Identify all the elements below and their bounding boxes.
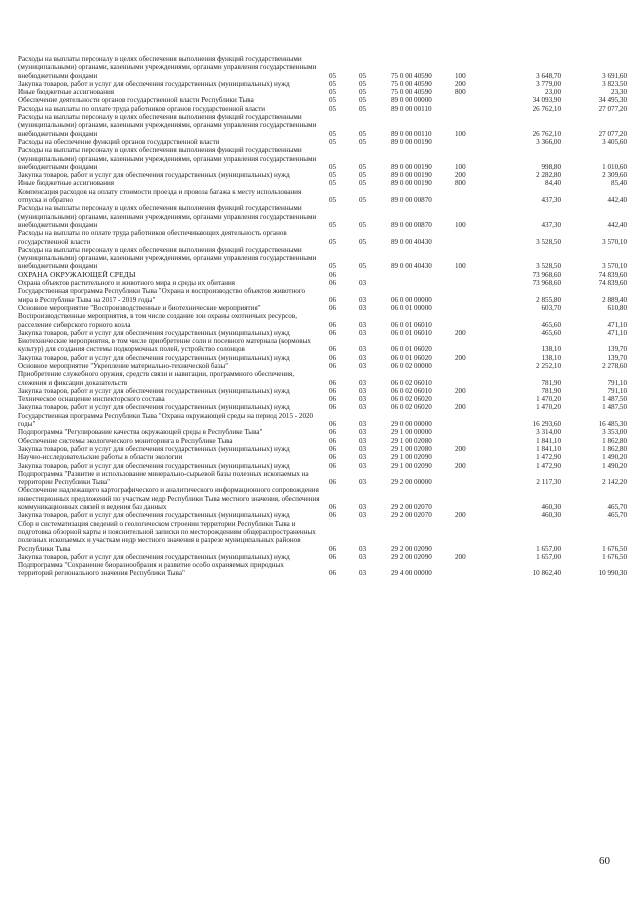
row-expense-type: 200 bbox=[455, 444, 466, 453]
row-expense-type: 200 bbox=[455, 403, 466, 412]
row-target-article: 06 0 01 06010 bbox=[391, 328, 432, 337]
table-row bbox=[18, 304, 630, 312]
table-row bbox=[18, 271, 630, 279]
row-podrazdel: 03 bbox=[359, 279, 367, 288]
page-number: 60 bbox=[599, 855, 610, 867]
row-target-article: 06 0 01 06010 bbox=[391, 320, 432, 329]
table-row bbox=[18, 486, 630, 511]
row-target-article: 89 0 00 00000 bbox=[391, 96, 432, 105]
row-amount-year1: 460,30 bbox=[541, 503, 561, 512]
row-razdel: 06 bbox=[329, 436, 337, 445]
row-description: Научно-исследовательские работы в области экологии bbox=[18, 453, 183, 462]
row-razdel: 06 bbox=[329, 428, 337, 437]
row-razdel: 06 bbox=[329, 503, 337, 512]
row-amount-year2: 465,70 bbox=[607, 511, 627, 520]
table-row bbox=[18, 337, 630, 354]
table-row bbox=[18, 279, 630, 287]
row-podrazdel: 05 bbox=[359, 220, 367, 229]
row-amount-year2: 139,70 bbox=[607, 345, 627, 354]
row-amount-year1: 1 657,00 bbox=[536, 552, 561, 561]
row-podrazdel: 03 bbox=[359, 436, 367, 445]
row-razdel: 06 bbox=[329, 295, 337, 304]
row-amount-year2: 10 990,30 bbox=[598, 569, 627, 578]
row-amount-year2: 3 691,60 bbox=[602, 71, 627, 80]
row-description: Закупка товаров, работ и услуг для обеспечения государственных (муниципальных) нужд bbox=[18, 79, 290, 88]
row-description: Охрана объектов растительного и животного мира и среды их обитания bbox=[18, 279, 236, 288]
row-podrazdel: 03 bbox=[359, 320, 367, 329]
row-target-article: 89 0 00 00190 bbox=[391, 162, 432, 171]
row-expense-type: 200 bbox=[455, 386, 466, 395]
row-podrazdel: 03 bbox=[359, 428, 367, 437]
row-amount-year2: 1 862,80 bbox=[602, 436, 627, 445]
row-amount-year1: 3 648,70 bbox=[536, 71, 561, 80]
row-amount-year2: 1 487,50 bbox=[602, 395, 627, 404]
row-description: Закупка товаров, работ и услуг для обеспечения государственных (муниципальных) нужд bbox=[18, 403, 290, 412]
row-podrazdel: 05 bbox=[359, 171, 367, 180]
row-target-article: 06 0 02 00000 bbox=[391, 361, 432, 370]
table-row bbox=[18, 395, 630, 403]
row-expense-type: 200 bbox=[455, 461, 466, 470]
row-expense-type: 800 bbox=[455, 179, 466, 188]
row-expense-type: 200 bbox=[455, 171, 466, 180]
row-amount-year2: 3 823,50 bbox=[602, 79, 627, 88]
table-row bbox=[18, 329, 630, 337]
table-row bbox=[18, 354, 630, 362]
row-podrazdel: 03 bbox=[359, 511, 367, 520]
table-row bbox=[18, 453, 630, 461]
row-podrazdel: 05 bbox=[359, 96, 367, 105]
row-target-article: 75 0 00 40590 bbox=[391, 88, 432, 97]
row-description: Подпрограмма "Сохранение биоразнообразия и развитие особо охраняемых природных территорий регионального значения Республики Тыва" bbox=[18, 561, 284, 578]
table-row bbox=[18, 96, 630, 104]
row-amount-year1: 1 472,90 bbox=[536, 453, 561, 462]
row-amount-year1: 465,60 bbox=[541, 320, 561, 329]
row-razdel: 05 bbox=[329, 137, 337, 146]
row-razdel: 05 bbox=[329, 88, 337, 97]
row-amount-year2: 2 889,40 bbox=[602, 295, 627, 304]
row-amount-year1: 1 472,90 bbox=[536, 461, 561, 470]
row-description: Иные бюджетные ассигнования bbox=[18, 88, 115, 97]
table-row bbox=[18, 138, 630, 146]
row-podrazdel: 03 bbox=[359, 444, 367, 453]
row-razdel: 06 bbox=[329, 345, 337, 354]
row-amount-year2: 1 010,60 bbox=[602, 162, 627, 171]
row-expense-type: 200 bbox=[455, 552, 466, 561]
row-description: Подпрограмма "Развитие и использование минерально-сырьевой базы полезных ископаемых на территории Республики Тыва" bbox=[18, 469, 309, 487]
row-description: Расходы на выплаты персоналу в целях обеспечения выполнения функций государственными (муниципальными) органами, казенными учреждениями, органами управления государственными внебюджетными фондами bbox=[18, 204, 317, 229]
row-podrazdel: 03 bbox=[359, 544, 367, 553]
row-razdel: 05 bbox=[329, 262, 337, 271]
row-description: Закупка товаров, работ и услуг для обеспечения государственных (муниципальных) нужд bbox=[18, 552, 290, 561]
row-razdel: 06 bbox=[329, 569, 337, 578]
row-podrazdel: 05 bbox=[359, 71, 367, 80]
row-amount-year2: 74 839,60 bbox=[598, 279, 627, 288]
row-amount-year2: 2 142,20 bbox=[602, 478, 627, 487]
row-description: ОХРАНА ОКРУЖАЮЩЕЙ СРЕДЫ bbox=[18, 269, 136, 279]
row-amount-year1: 16 293,60 bbox=[532, 420, 561, 429]
row-description: Основное мероприятие "Укрепление материально-технической базы" bbox=[18, 361, 229, 370]
row-amount-year2: 85,40 bbox=[611, 179, 627, 188]
row-expense-type: 200 bbox=[455, 353, 466, 362]
row-target-article: 06 0 02 06020 bbox=[391, 395, 432, 404]
row-target-article: 89 0 00 40430 bbox=[391, 237, 432, 246]
row-description: Закупка товаров, работ и услуг для обеспечения государственных (муниципальных) нужд bbox=[18, 461, 290, 470]
row-description: Биотехнические мероприятия, в том числе приобретение соли и посевного материала (кормовых культур) для создания системы подкормочных полей, устройство солонцов bbox=[18, 337, 311, 354]
table-row bbox=[18, 412, 630, 429]
row-target-article: 29 2 00 02090 bbox=[391, 552, 432, 561]
row-razdel: 06 bbox=[329, 378, 337, 387]
row-description: Расходы на выплаты по оплате труда работников обеспечивающих деятельность органов государственной власти bbox=[18, 229, 287, 246]
row-amount-year2: 791,10 bbox=[607, 386, 627, 395]
row-description: Расходы на выплаты по оплате труда работников органов государственной власти bbox=[18, 104, 266, 113]
row-razdel: 05 bbox=[329, 96, 337, 105]
table-row bbox=[18, 171, 630, 179]
row-razdel: 06 bbox=[329, 420, 337, 429]
row-podrazdel: 03 bbox=[359, 378, 367, 387]
row-razdel: 06 bbox=[329, 270, 337, 279]
row-target-article: 89 0 00 40430 bbox=[391, 262, 432, 271]
row-target-article: 29 1 00 02080 bbox=[391, 444, 432, 453]
row-expense-type: 200 bbox=[455, 511, 466, 520]
row-target-article: 06 0 02 06020 bbox=[391, 403, 432, 412]
table-row bbox=[18, 462, 630, 470]
row-expense-type: 100 bbox=[455, 220, 466, 229]
row-amount-year2: 2 278,60 bbox=[602, 361, 627, 370]
row-razdel: 05 bbox=[329, 196, 337, 205]
table-row bbox=[18, 428, 630, 436]
row-podrazdel: 05 bbox=[359, 262, 367, 271]
table-row bbox=[18, 470, 630, 487]
row-amount-year2: 610,80 bbox=[607, 303, 627, 312]
row-amount-year1: 1 657,00 bbox=[536, 544, 561, 553]
row-amount-year2: 27 077,20 bbox=[598, 104, 627, 113]
row-amount-year1: 138,10 bbox=[541, 345, 561, 354]
row-amount-year2: 791,10 bbox=[607, 378, 627, 387]
row-description: Расходы на выплаты персоналу в целях обеспечения выполнения функций государственными (муниципальными) органами, казенными учреждениями, органами управления государственными внебюджетными фондами bbox=[18, 146, 317, 171]
table-row bbox=[18, 146, 630, 171]
row-razdel: 06 bbox=[329, 328, 337, 337]
table-row bbox=[18, 179, 630, 187]
row-razdel: 06 bbox=[329, 478, 337, 487]
row-amount-year1: 138,10 bbox=[541, 353, 561, 362]
table-row bbox=[18, 370, 630, 387]
table-row bbox=[18, 362, 630, 370]
table-row bbox=[18, 204, 630, 229]
row-description: Закупка товаров, работ и услуг для обеспечения государственных (муниципальных) нужд bbox=[18, 328, 290, 337]
row-amount-year2: 1 676,50 bbox=[602, 552, 627, 561]
row-target-article: 75 0 00 40590 bbox=[391, 71, 432, 80]
row-podrazdel: 03 bbox=[359, 478, 367, 487]
row-target-article: 75 0 00 40590 bbox=[391, 79, 432, 88]
row-target-article: 89 0 00 00190 bbox=[391, 179, 432, 188]
row-podrazdel: 03 bbox=[359, 569, 367, 578]
row-podrazdel: 03 bbox=[359, 453, 367, 462]
row-target-article: 89 0 00 00110 bbox=[391, 129, 432, 138]
row-razdel: 05 bbox=[329, 104, 337, 113]
row-description: Закупка товаров, работ и услуг для обеспечения государственных (муниципальных) нужд bbox=[18, 444, 290, 453]
table-row bbox=[18, 55, 630, 80]
row-podrazdel: 03 bbox=[359, 386, 367, 395]
row-amount-year2: 1 487,50 bbox=[602, 403, 627, 412]
row-razdel: 05 bbox=[329, 79, 337, 88]
row-podrazdel: 03 bbox=[359, 295, 367, 304]
row-target-article: 06 0 01 06020 bbox=[391, 353, 432, 362]
row-amount-year2: 442,40 bbox=[607, 196, 627, 205]
row-razdel: 06 bbox=[329, 303, 337, 312]
table-row bbox=[18, 445, 630, 453]
row-description: Закупка товаров, работ и услуг для обеспечения государственных (муниципальных) нужд bbox=[18, 386, 290, 395]
row-amount-year1: 781,90 bbox=[541, 378, 561, 387]
row-razdel: 06 bbox=[329, 279, 337, 288]
row-amount-year1: 73 968,60 bbox=[532, 279, 561, 288]
row-target-article: 29 1 00 00000 bbox=[391, 428, 432, 437]
row-amount-year1: 437,30 bbox=[541, 196, 561, 205]
row-description: Воспроизводственные мероприятия, в том числе создание зон охраны охотничьих ресурсов, расселение сибирского горного козла bbox=[18, 312, 297, 329]
row-razdel: 06 bbox=[329, 353, 337, 362]
row-amount-year1: 2 855,80 bbox=[536, 295, 561, 304]
row-razdel: 06 bbox=[329, 552, 337, 561]
row-razdel: 05 bbox=[329, 220, 337, 229]
row-target-article: 06 0 02 06010 bbox=[391, 378, 432, 387]
row-podrazdel: 05 bbox=[359, 162, 367, 171]
row-amount-year2: 3 570,10 bbox=[602, 262, 627, 271]
table-row bbox=[18, 511, 630, 519]
row-amount-year1: 1 841,10 bbox=[536, 444, 561, 453]
row-razdel: 06 bbox=[329, 403, 337, 412]
row-razdel: 06 bbox=[329, 511, 337, 520]
table-row bbox=[18, 287, 630, 304]
row-expense-type: 100 bbox=[455, 71, 466, 80]
row-description: Обеспечение деятельности органов государственной власти Республики Тыва bbox=[18, 96, 254, 105]
row-podrazdel: 03 bbox=[359, 420, 367, 429]
row-razdel: 06 bbox=[329, 461, 337, 470]
table-row bbox=[18, 188, 630, 205]
row-target-article: 29 1 00 02090 bbox=[391, 453, 432, 462]
row-amount-year1: 1 470,20 bbox=[536, 395, 561, 404]
row-podrazdel: 03 bbox=[359, 353, 367, 362]
table-row bbox=[18, 312, 630, 329]
row-target-article: 89 0 00 00190 bbox=[391, 171, 432, 180]
table-row bbox=[18, 246, 630, 271]
row-razdel: 06 bbox=[329, 395, 337, 404]
row-podrazdel: 03 bbox=[359, 503, 367, 512]
row-podrazdel: 05 bbox=[359, 104, 367, 113]
row-amount-year2: 1 862,80 bbox=[602, 444, 627, 453]
row-amount-year1: 1 470,20 bbox=[536, 403, 561, 412]
row-target-article: 29 0 00 00000 bbox=[391, 420, 432, 429]
row-amount-year1: 2 282,80 bbox=[536, 171, 561, 180]
table-row bbox=[18, 113, 630, 138]
row-description: Закупка товаров, работ и услуг для обеспечения государственных (муниципальных) нужд bbox=[18, 353, 290, 362]
row-amount-year1: 3 314,00 bbox=[536, 428, 561, 437]
row-amount-year2: 442,40 bbox=[607, 220, 627, 229]
row-amount-year2: 1 490,20 bbox=[602, 453, 627, 462]
row-description: Приобретение служебного оружия, средств связи и навигации, программного обеспечения, слежения и фиксации доказательств bbox=[18, 370, 295, 387]
row-target-article: 29 1 00 02090 bbox=[391, 461, 432, 470]
row-expense-type: 100 bbox=[455, 129, 466, 138]
row-razdel: 06 bbox=[329, 453, 337, 462]
row-amount-year1: 23,00 bbox=[545, 88, 561, 97]
row-podrazdel: 03 bbox=[359, 552, 367, 561]
row-amount-year2: 471,10 bbox=[607, 328, 627, 337]
row-target-article: 29 2 00 00000 bbox=[391, 478, 432, 487]
table-row bbox=[18, 229, 630, 246]
row-description: Закупка товаров, работ и услуг для обеспечения государственных (муниципальных) нужд bbox=[18, 511, 290, 520]
row-amount-year1: 465,60 bbox=[541, 328, 561, 337]
row-description: Обеспечение надлежащего картографического и аналитического информационного сопровождения инвестиционных предложений по участкам недр Республики Тыва местного значения, обеспечения коммуникационных связей и ведения баз данных bbox=[18, 486, 320, 512]
row-amount-year2: 2 309,60 bbox=[602, 171, 627, 180]
row-description: Обеспечение системы экологического мониторинга в Республике Тыва bbox=[18, 436, 233, 445]
row-razdel: 05 bbox=[329, 71, 337, 80]
row-podrazdel: 03 bbox=[359, 361, 367, 370]
row-amount-year1: 3 528,50 bbox=[536, 262, 561, 271]
row-amount-year2: 74 839,60 bbox=[598, 270, 627, 279]
row-amount-year1: 2 117,30 bbox=[536, 478, 561, 487]
row-razdel: 06 bbox=[329, 320, 337, 329]
row-amount-year1: 998,80 bbox=[541, 162, 561, 171]
row-target-article: 29 4 00 00000 bbox=[391, 569, 432, 578]
table-row bbox=[18, 387, 630, 395]
row-description: Подпрограмма "Регулирование качества окружающей среды в Республике Тыва" bbox=[18, 428, 263, 437]
row-razdel: 05 bbox=[329, 179, 337, 188]
row-expense-type: 200 bbox=[455, 328, 466, 337]
row-podrazdel: 05 bbox=[359, 179, 367, 188]
row-podrazdel: 03 bbox=[359, 345, 367, 354]
row-target-article: 06 0 01 06020 bbox=[391, 345, 432, 354]
row-podrazdel: 03 bbox=[359, 403, 367, 412]
row-description: Компенсация расходов на оплату стоимости проезда и провоза багажа к месту использования отпуска и обратно bbox=[18, 187, 302, 205]
row-target-article: 89 0 00 00110 bbox=[391, 104, 432, 113]
row-amount-year1: 460,30 bbox=[541, 511, 561, 520]
row-description: Расходы на выплаты персоналу в целях обеспечения выполнения функций государственными (муниципальными) органами, казенными учреждениями, органами управления государственными внебюджетными фондами bbox=[18, 113, 317, 138]
row-razdel: 05 bbox=[329, 171, 337, 180]
row-podrazdel: 03 bbox=[359, 461, 367, 470]
row-target-article: 89 0 00 00190 bbox=[391, 137, 432, 146]
row-description: Закупка товаров, работ и услуг для обеспечения государственных (муниципальных) нужд bbox=[18, 171, 290, 180]
row-amount-year1: 781,90 bbox=[541, 386, 561, 395]
row-target-article: 29 2 00 02070 bbox=[391, 503, 432, 512]
row-razdel: 06 bbox=[329, 386, 337, 395]
row-description: Расходы на выплаты персоналу в целях обеспечения выполнения функций государственными (муниципальными) органами, казенными учреждениями, органами управления государственными внебюджетными фондами bbox=[18, 245, 317, 271]
row-podrazdel: 03 bbox=[359, 395, 367, 404]
row-amount-year1: 26 762,10 bbox=[532, 104, 561, 113]
row-razdel: 06 bbox=[329, 361, 337, 370]
row-description: Государственная программа Республики Тыва "Охрана окружающей среды на период 2015 - 2020 годы" bbox=[18, 411, 314, 429]
table-row bbox=[18, 561, 630, 578]
budget-table bbox=[18, 55, 630, 578]
row-amount-year2: 465,70 bbox=[607, 503, 627, 512]
row-description: Техническое оснащение инспекторского состава bbox=[18, 395, 165, 404]
row-description: Основное мероприятие "Воспроизводственные и биотехнические мероприятия" bbox=[18, 303, 261, 312]
table-row bbox=[18, 80, 630, 88]
row-target-article: 89 0 00 00870 bbox=[391, 196, 432, 205]
row-expense-type: 100 bbox=[455, 162, 466, 171]
row-target-article: 06 0 00 00000 bbox=[391, 295, 432, 304]
row-target-article: 29 2 00 02070 bbox=[391, 511, 432, 520]
row-expense-type: 100 bbox=[455, 262, 466, 271]
row-expense-type: 800 bbox=[455, 88, 466, 97]
row-target-article: 06 0 02 06010 bbox=[391, 386, 432, 395]
row-podrazdel: 05 bbox=[359, 196, 367, 205]
table-row bbox=[18, 553, 630, 561]
row-target-article: 06 0 01 00000 bbox=[391, 303, 432, 312]
row-amount-year2: 1 490,20 bbox=[602, 461, 627, 470]
row-amount-year2: 1 676,50 bbox=[602, 544, 627, 553]
table-row bbox=[18, 437, 630, 445]
row-target-article: 29 2 00 02090 bbox=[391, 544, 432, 553]
row-amount-year1: 73 968,60 bbox=[532, 270, 561, 279]
row-description: Расходы на выплаты персоналу в целях обеспечения выполнения функций государственными (муниципальными) органами, казенными учреждениями, органами управления государственными внебюджетными фондами bbox=[18, 55, 317, 80]
row-podrazdel: 05 bbox=[359, 137, 367, 146]
row-expense-type: 200 bbox=[455, 79, 466, 88]
row-razdel: 05 bbox=[329, 237, 337, 246]
row-razdel: 05 bbox=[329, 129, 337, 138]
row-amount-year2: 23,30 bbox=[611, 88, 627, 97]
row-razdel: 06 bbox=[329, 444, 337, 453]
row-podrazdel: 05 bbox=[359, 237, 367, 246]
row-amount-year2: 139,70 bbox=[607, 353, 627, 362]
row-amount-year2: 16 485,30 bbox=[598, 420, 627, 429]
row-description: Государственная программа Республики Тыва "Охрана и воспроизводство объектов животного мира в Республике Тыва на 2017 - 2019 годы" bbox=[18, 287, 306, 304]
row-amount-year2: 471,10 bbox=[607, 320, 627, 329]
table-row bbox=[18, 520, 630, 553]
table-row bbox=[18, 88, 630, 96]
row-amount-year1: 3 528,50 bbox=[536, 237, 561, 246]
row-podrazdel: 05 bbox=[359, 79, 367, 88]
row-amount-year2: 3 353,00 bbox=[602, 428, 627, 437]
table-row bbox=[18, 105, 630, 113]
table-row bbox=[18, 403, 630, 411]
row-amount-year1: 3 366,00 bbox=[536, 137, 561, 146]
row-amount-year1: 2 252,10 bbox=[536, 361, 561, 370]
row-razdel: 06 bbox=[329, 544, 337, 553]
row-amount-year1: 437,30 bbox=[541, 220, 561, 229]
row-amount-year1: 84,40 bbox=[545, 179, 561, 188]
row-amount-year2: 27 077,20 bbox=[598, 129, 627, 138]
row-podrazdel: 05 bbox=[359, 129, 367, 138]
row-amount-year1: 3 779,00 bbox=[536, 79, 561, 88]
row-podrazdel: 03 bbox=[359, 328, 367, 337]
row-podrazdel: 03 bbox=[359, 303, 367, 312]
row-amount-year1: 1 841,10 bbox=[536, 436, 561, 445]
row-target-article: 89 0 00 00870 bbox=[391, 220, 432, 229]
row-amount-year2: 3 570,10 bbox=[602, 237, 627, 246]
row-amount-year1: 603,70 bbox=[541, 303, 561, 312]
row-description: Расходы на обеспечение функций органов государственной власти bbox=[18, 137, 220, 146]
row-amount-year1: 10 862,40 bbox=[532, 569, 561, 578]
row-amount-year2: 34 495,30 bbox=[598, 96, 627, 105]
row-podrazdel: 05 bbox=[359, 88, 367, 97]
row-amount-year1: 26 762,10 bbox=[532, 129, 561, 138]
row-description: Сбор и систематизация сведений о геологическом строении территории Республики Тыва и подготовка обзорной карты и пояснительной записки по месторождениям общераспространенных полезных ископаемых и участкам недр местного значения в разрезе муниципальных районов Республики Тыва bbox=[18, 519, 316, 553]
row-target-article: 29 1 00 02080 bbox=[391, 436, 432, 445]
row-amount-year1: 34 093,90 bbox=[532, 96, 561, 105]
row-amount-year2: 3 405,60 bbox=[602, 137, 627, 146]
row-razdel: 05 bbox=[329, 162, 337, 171]
row-description: Иные бюджетные ассигнования bbox=[18, 179, 115, 188]
